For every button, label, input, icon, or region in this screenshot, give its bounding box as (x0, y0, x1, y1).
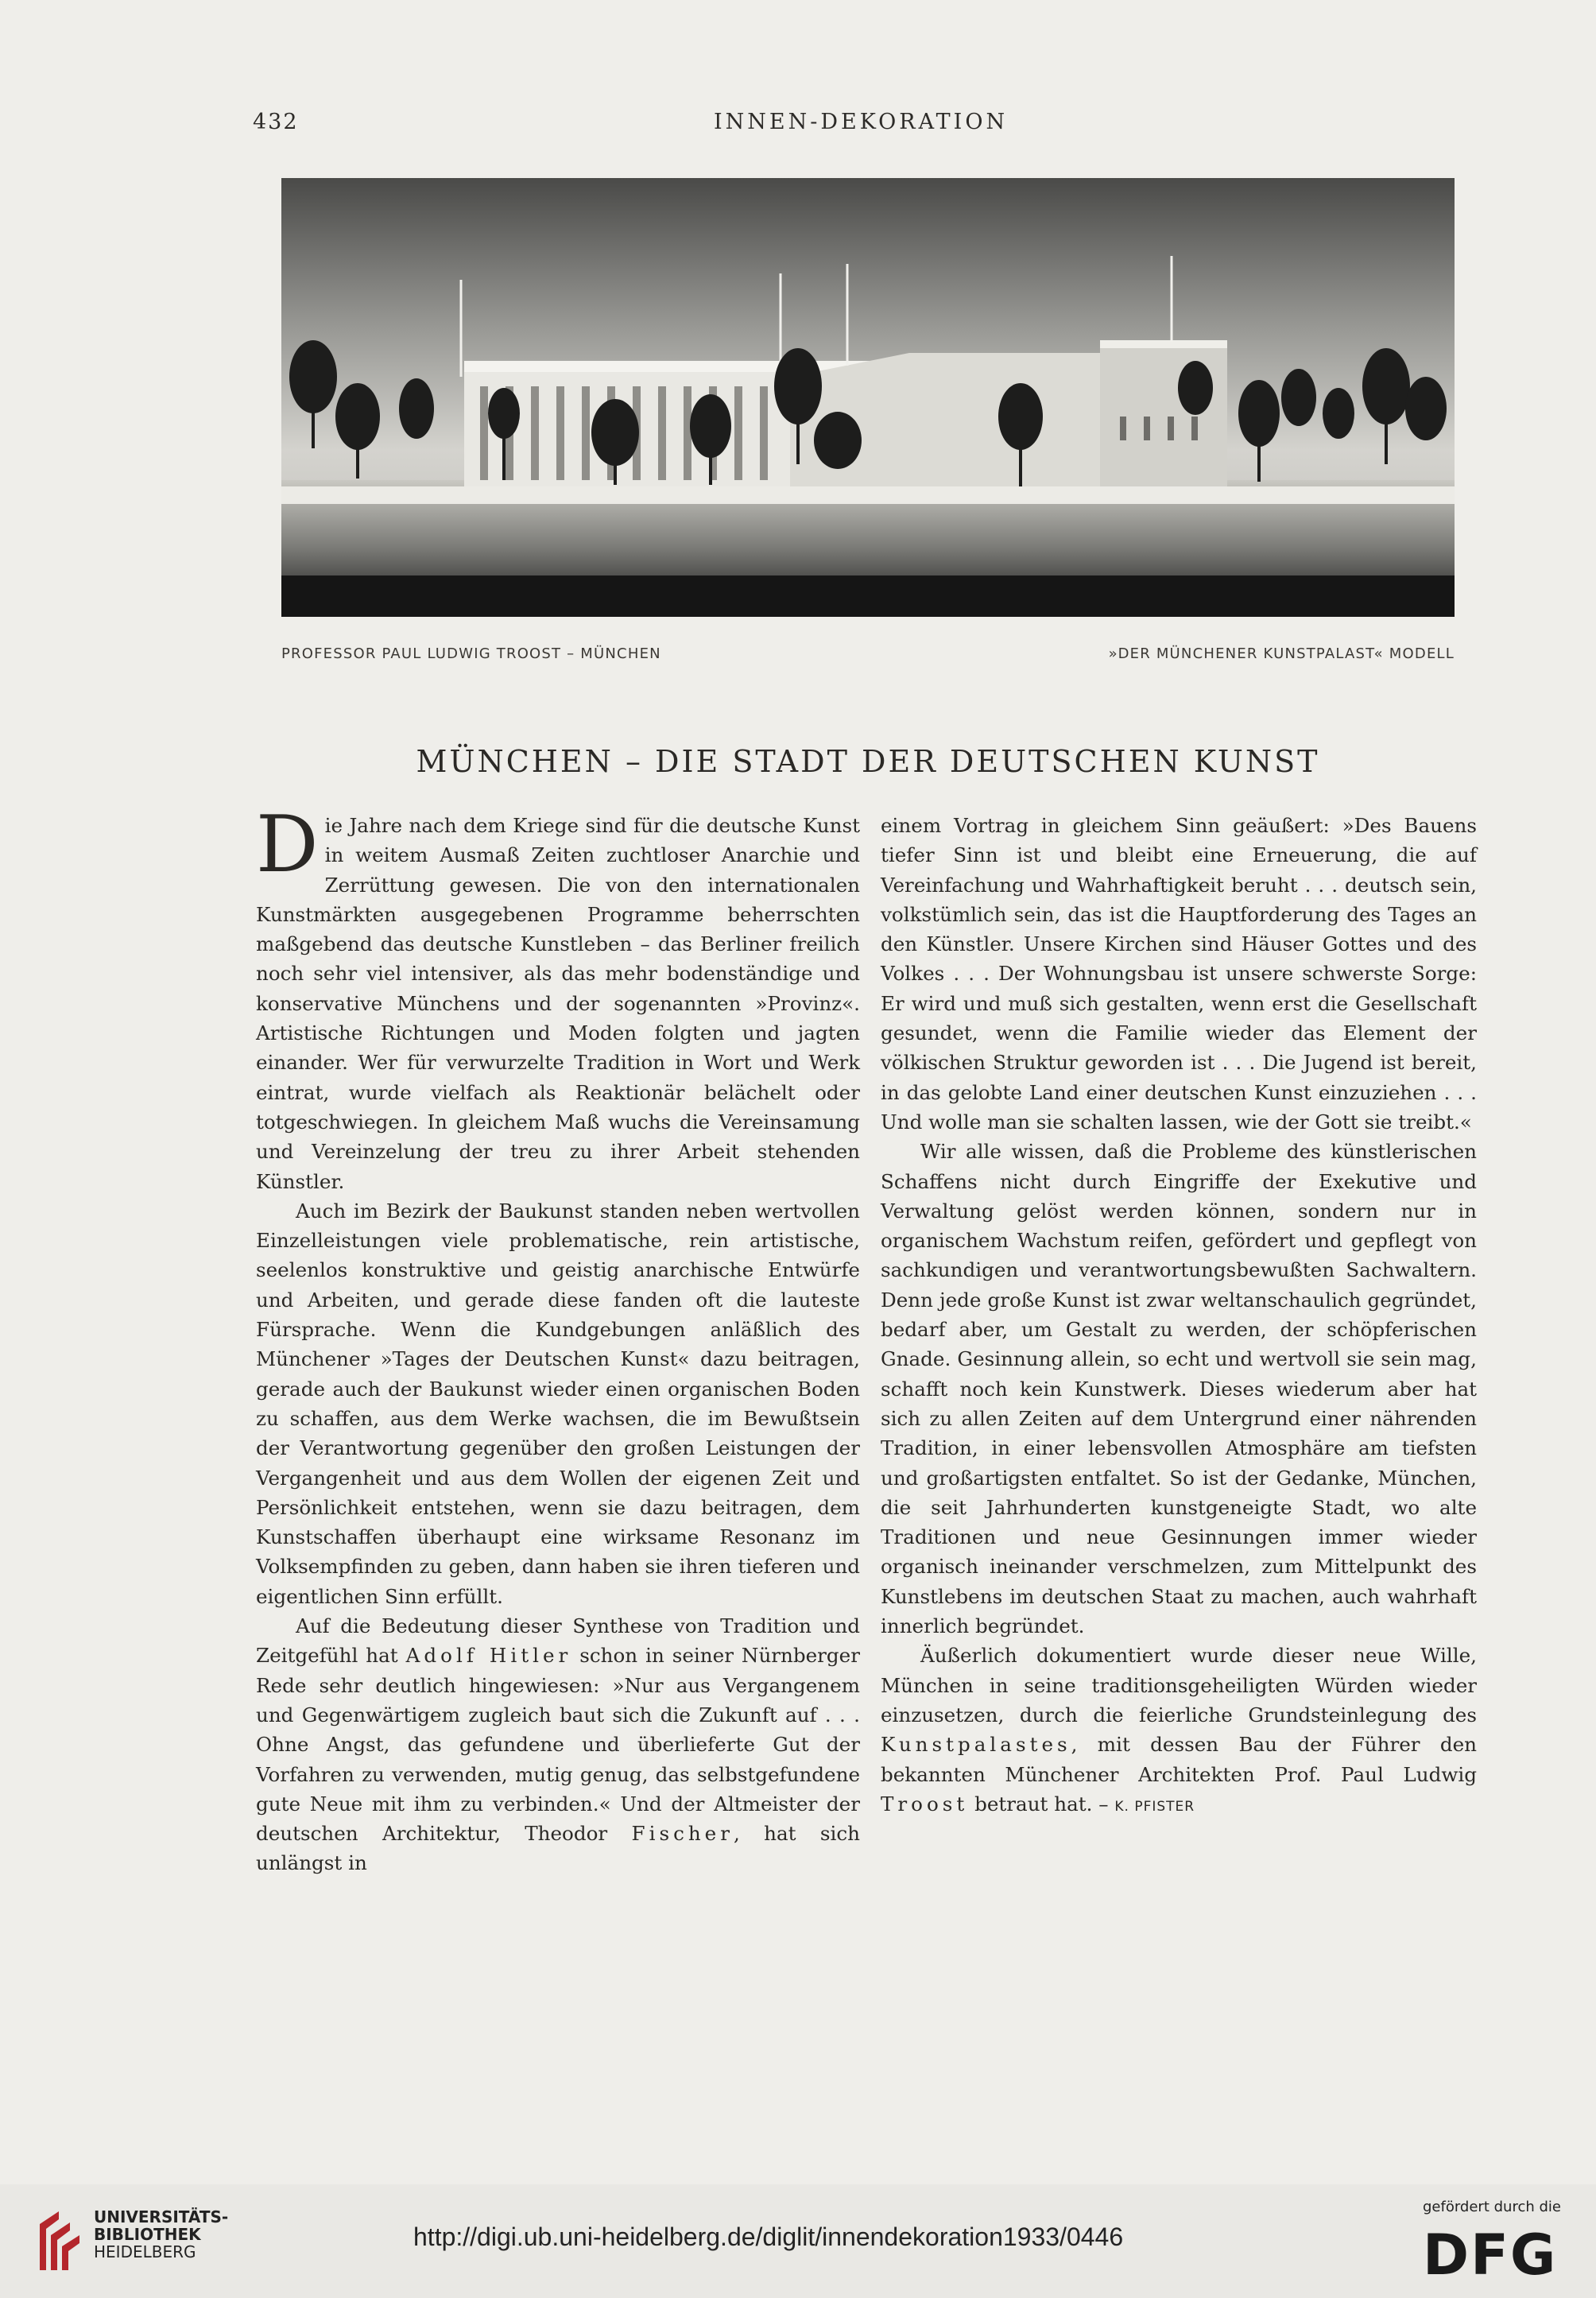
paragraph: Wir alle wissen, daß die Probleme des künstlerischen Schaffens nicht durch Eingriffe der Exekutive und Verwaltung gelöst werden können, sondern nur in organischem Wachstum reifen, gefördert und gepflegt von sachkundigen und verantwortungsbewußten Sachwaltern. Denn jede große Kunst ist zwar weltanschaulich gegründet, bedarf aber, um Gestalt zu werden, der schöpferischen Gnade. Gesinnung allein, so echt und wertvoll sie sein mag, schafft noch kein Kunstwerk. Dieses wiederum aber hat sich zu allen Zeiten auf dem Untergrund einer nährenden Tradition, in einer lebensvollen Atmosphäre am tiefsten und großartigsten entfaltet. So ist der Gedanke, München, die seit Jahrhunderten kunstgeneigte Stadt, wo alte Traditionen und neue Gesinnungen immer wieder organisch ineinander verschmelzen, zum Mittelpunkt des Kunstlebens im deutschen Staat zu machen, auch wahrhaft innerlich begründet. (881, 1140, 1477, 1638)
permalink-url[interactable]: http://digi.ub.uni-heidelberg.de/diglit/innendekoration1933/0446 (413, 2222, 1124, 2251)
running-head (253, 110, 1461, 141)
author-signature: K. PFISTER (1114, 1798, 1195, 1815)
paragraph: Auf die Bedeutung dieser Synthese von Tradition und Zeitgefühl hat Adolf Hitler schon in seiner Nürnberger Rede sehr deutlich hingewiesen: »Nur aus Vergangenem und Gegenwärtigem zugleich baut sich die Zukunft auf . . . Ohne Angst, das gefundene und überlieferte Gut der Vorfahren zu verwenden, mutig genug, das selbstgefundene gute Neue mit ihm zu verbinden.« Und der Altmeister der deutschen Architektur, Theodor Fischer, hat sich unlängst in (256, 1614, 860, 1875)
library-name: UNIVERSITÄTS- BIBLIOTHEK HEIDELBERG (94, 2207, 229, 2261)
photo-illustration (281, 178, 1455, 617)
building-model-photograph (281, 178, 1455, 617)
journal-title: INNEN-DEKORATION (714, 110, 1009, 134)
emphasized-name: Adolf Hitler (405, 1644, 572, 1668)
dfg-logo: DFG (1423, 2222, 1558, 2288)
article-title: MÜNCHEN – DIE STADT DER DEUTSCHEN KUNST (416, 744, 1320, 779)
figure-captions (281, 645, 1455, 669)
university-library-logo-icon (35, 2208, 83, 2275)
drop-cap: D (256, 800, 319, 890)
emphasized-name: Troost (881, 1792, 969, 1816)
paragraph: einem Vortrag in gleichem Sinn geäußert: »Des Bauens tiefer Sinn ist und bleibt eine Erneuerung, die auf Vereinfachung und Wahrhaftigkeit beruht . . . deutsch sein, volkstümlich sein, das ist die Hauptforderung des Tages an den Künstler. Unsere Kirchen sind Häuser Gottes und des Volkes . . . Der Wohnungsbau ist unsere schwerste Sorge: Er wird und muß sich gestalten, wenn erst die Gesellschaft gesundet, wenn die Familie wieder das Element der völkischen Struktur geworden ist . . . Die Jugend ist bereit, in das gelobte Land einer deutschen Kunst einzuziehen . . . Und wolle man sie schalten lassen, wie der Gott sie treibt.« (881, 814, 1477, 1133)
paragraph: Die Jahre nach dem Kriege sind für die deutsche Kunst in weitem Ausmaß Zeiten zuchtloser Anarchie und Zerrüttung gewesen. Die von den internationalen Kunstmärkten ausgegebenen Programme beherrschten maßgebend das deutsche Kunstleben – das Berliner freilich noch sehr viel intensiver, als das mehr bodenständige und konservative Münchens und der sogenannten »Provinz«. Artistische Richtungen und Moden folgten und jagten einander. Wer für verwurzelte Tradition in Wort und Werk eintrat, wurde vielfach als Reaktionär belächelt oder totgeschwiegen. In gleichem Maß wuchs die Vereinsamung und Vereinzelung der treu zu ihrer Arbeit stehenden Künstler. (256, 800, 860, 1193)
emphasized-name: Kunstpalastes (881, 1733, 1071, 1757)
funding-caption: gefördert durch die (1423, 2199, 1561, 2215)
page-number: 432 (253, 110, 299, 134)
text-column-left (256, 800, 860, 1878)
caption-title: »DER MÜNCHENER KUNSTPALAST« MODELL (1108, 645, 1455, 662)
paragraph: Äußerlich dokumentiert wurde dieser neue Wille, München in seine traditionsgeheiligten Würden wieder einzusetzen, durch die feierliche Grundsteinlegung des Kunstpalastes, mit dessen Bau der Führer den bekannten Münchener Architekten Prof. Paul Ludwig Troost betraut hat. – K. PFISTER (881, 1644, 1477, 1816)
digitization-footer (0, 2184, 1596, 2298)
emphasized-name: Fischer (631, 1822, 734, 1846)
text-column-right (881, 811, 1477, 1822)
caption-architect: PROFESSOR PAUL LUDWIG TROOST – MÜNCHEN (281, 645, 661, 662)
paragraph: Auch im Bezirk der Baukunst standen neben wertvollen Einzelleistungen viele problematische, rein artistische, seelenlos konstruktive und geistig anarchische Entwürfe und Arbeiten, und gerade diese fanden oft die lauteste Fürsprache. Wenn die Kundgebungen anläßlich des Münchener »Tages der Deutschen Kunst« dazu beitragen, gerade auch der Baukunst wieder einen organischen Boden zu schaffen, aus dem Werke wachsen, die im Bewußtsein der Verantwortung gegenüber den großen Leistungen der Vergangenheit und aus dem Wollen der eigenen Zeit und Persönlichkeit entstehen, wenn sie dazu beitragen, dem Kunstschaffen überhaupt eine wirksame Resonanz im Volksempfinden zu geben, dann haben sie ihren tieferen und eigentlichen Sinn erfüllt. (256, 1199, 860, 1608)
